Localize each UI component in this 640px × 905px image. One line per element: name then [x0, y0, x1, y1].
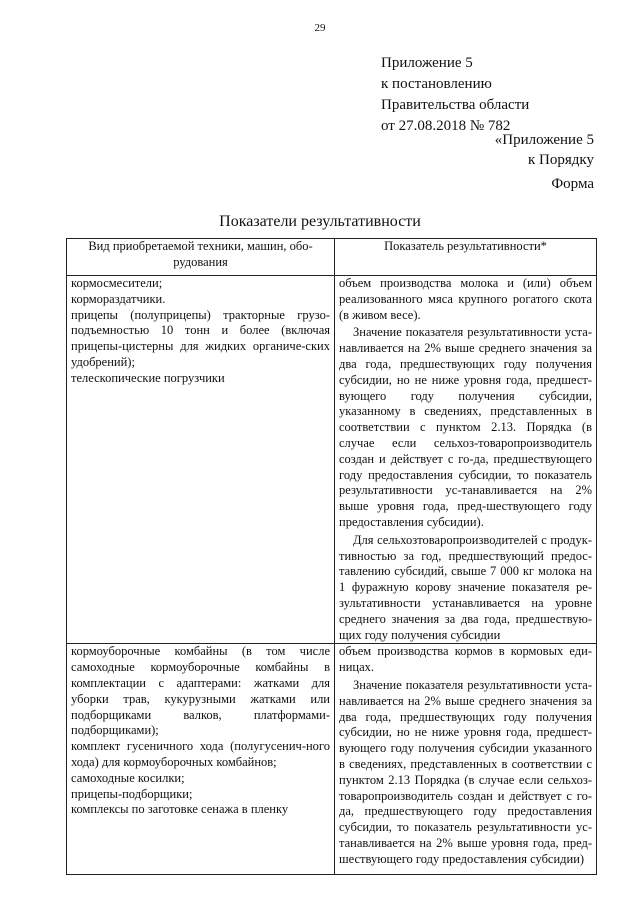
- indicator-cell: [335, 276, 597, 644]
- equipment-cell: [67, 644, 335, 875]
- header-equipment: Вид приобретаемой техники, машин, обо-рудования: [67, 239, 335, 276]
- document-title: Показатели результативности: [219, 213, 421, 230]
- equipment-item: комплексы по заготовке сенажа в пленку: [71, 802, 289, 817]
- appendix-line-3: Правительства области: [381, 97, 530, 113]
- equipment-item: прицепы (полуприцепы) тракторные грузо-подъемностью 10 тонн и более (включая прицепы-цистерны для жидких органиче-ских удобрений);: [71, 307, 330, 369]
- page-number: 29: [314, 22, 326, 34]
- appendix-line-2: к постановлению: [381, 76, 492, 92]
- equipment-item: комплект гусеничного хода (полугусенич-ного хода) для кормоуборочных комбайнов;: [71, 739, 330, 769]
- table-row: [67, 276, 597, 644]
- reference-line-1: «Приложение 5: [494, 132, 594, 148]
- indicator-paragraph: Значение показателя результативности уста-навливается на 2% выше среднего значения за два года, предшествующих году получения субсидии, но не ниже уровня года, предшест-вующего году получения субсидии, указанному в сведениях, представленных в соответствии с пунктом 2.13. Порядка (в случае если сельхоз-товаропроизводитель создан и действует с го-да, предшествующего году предоставления субсидии, то показатель результативности ус-танавливается на 2% выше уровня года, пред-шествующего году предоставления субсидии).: [339, 325, 592, 529]
- equipment-item: самоходные косилки;: [71, 770, 185, 785]
- form-label: Форма: [551, 176, 594, 192]
- equipment-item: кормораздатчики.: [71, 291, 166, 306]
- equipment-cell: [67, 276, 335, 644]
- header-indicator: Показатель результативности*: [335, 239, 597, 276]
- appendix-line-1: Приложение 5: [381, 55, 473, 71]
- indicator-paragraph: Для сельхозтоваропроизводителей с продук-тивностью за год, предшествующий предос-тавлению субсидий, свыше 7 000 кг молока на 1 фуражную корову значение показателя ре-зультативности устанавливается на уровне среднего значения за два года, предшествую-щих году получения субсидии: [339, 532, 592, 642]
- equipment-item: кормосмесители;: [71, 276, 163, 290]
- indicators-table: [66, 238, 597, 875]
- equipment-item: прицепы-подборщики;: [71, 786, 193, 801]
- appendix-block: [381, 53, 529, 137]
- indicator-cell: [335, 644, 597, 875]
- indicator-paragraph: объем производства молока и (или) объем реализованного мяса крупного рогатого скота (в живом весе).: [339, 276, 592, 322]
- indicator-paragraph: объем производства кормов в кормовых еди-ницах.: [339, 644, 592, 675]
- appendix-line-4: от 27.08.2018 № 782: [381, 118, 511, 134]
- equipment-item: кормоуборочные комбайны (в том числе самоходные кормоуборочные комбайны в комплектации с адаптерами: жатками для уборки трав, кукурузными жатками или подборщиками валков, платформами-подборщиками);: [71, 644, 330, 738]
- reference-line-2: к Порядку: [528, 152, 594, 168]
- table-row: [67, 644, 597, 875]
- order-reference: [495, 130, 594, 170]
- indicator-paragraph: Значение показателя результативности уста-навливается на 2% выше среднего значения за два года, предшествующих году получения субсидии, но не ниже уровня года, предшест-вующего году получения субсидии указанного в сведениях, представленных в соответствии с пунктом 2.13 Порядка (в случае если сельхоз-товаропроизводитель создан и действует с го-да, предшествующего году предоставления субсидии, то показатель результативности ус-танавливается на 2% выше уровня года, пред-шествующего году предоставления субсидии): [339, 677, 592, 866]
- equipment-item: телескопические погрузчики: [71, 370, 225, 385]
- table-header-row: [67, 239, 597, 276]
